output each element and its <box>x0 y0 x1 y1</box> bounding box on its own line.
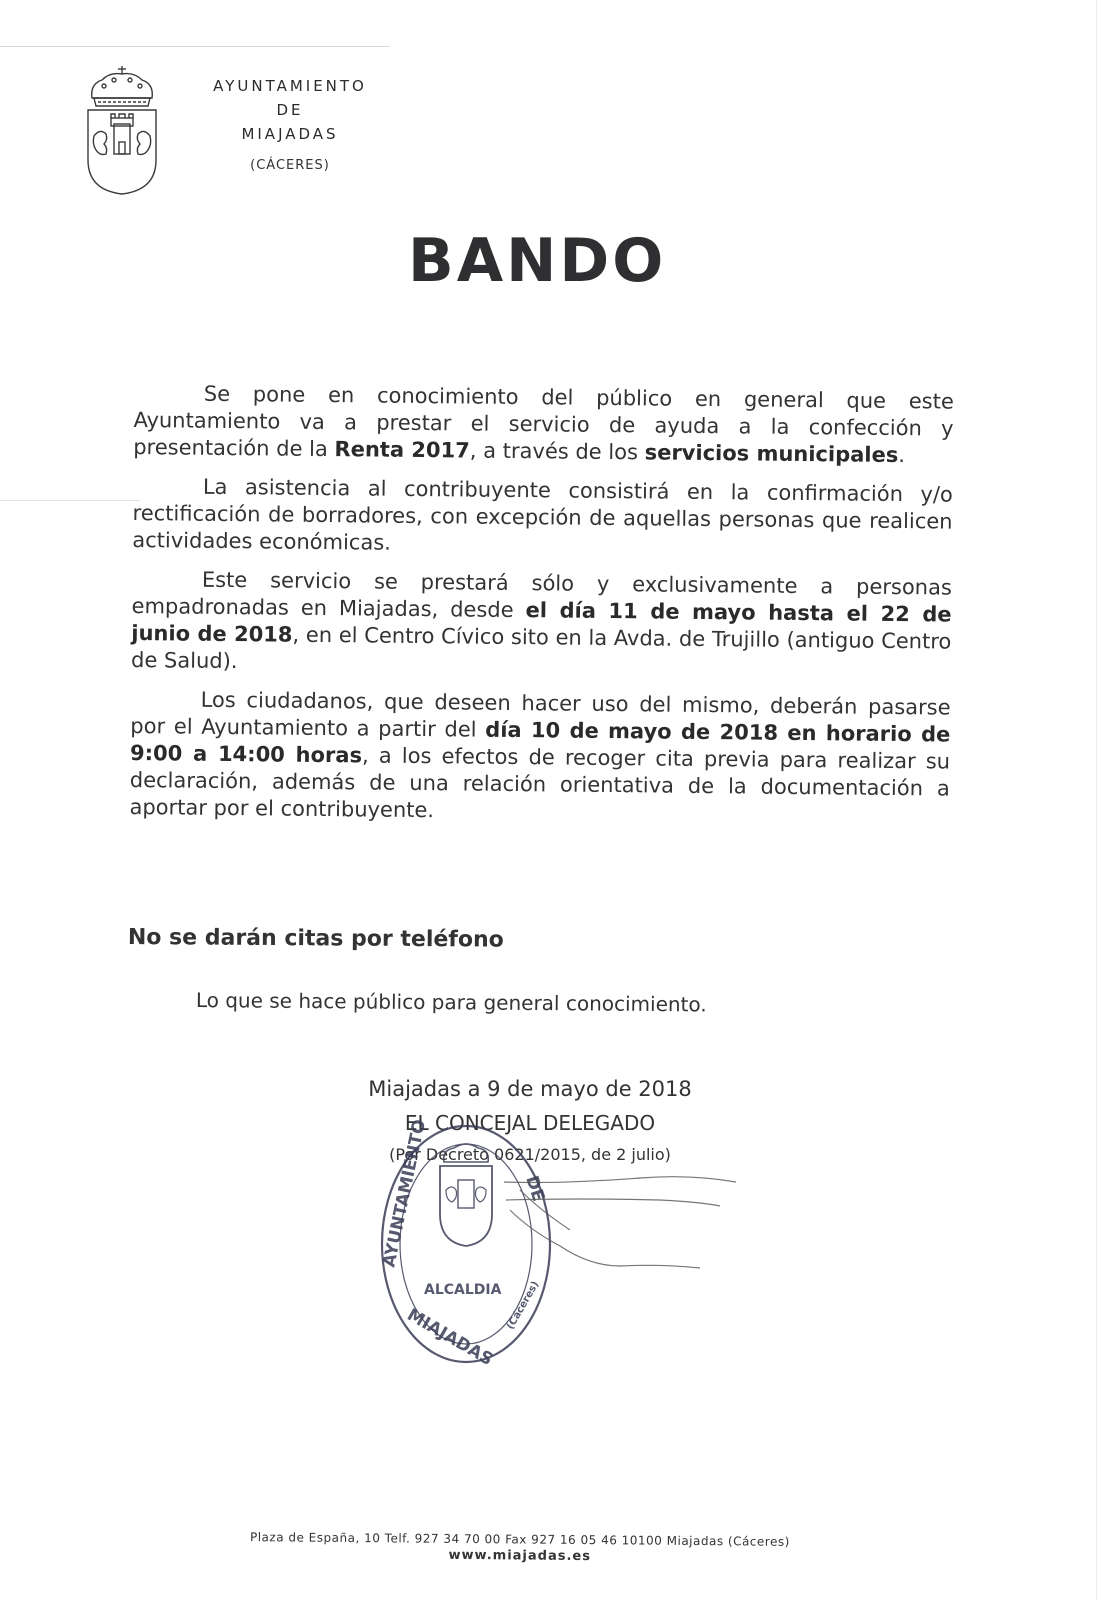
paragraph-1-bold: Renta 2017 <box>334 437 470 463</box>
paragraph-1-bold: servicios municipales <box>644 440 899 468</box>
org-name-line3: MIAJADAS <box>241 125 339 143</box>
paragraph-4-bold: día 10 de mayo de 2018 en horario de 9:00 a 14:00 horas <box>129 717 951 768</box>
footer-address: Plaza de España, 10 Telf. 927 34 70 00 Fax 927 16 05 46 10100 Miajadas (Cáceres) <box>249 1530 790 1549</box>
signature-decree: (Por Decreto 0621/2015, de 2 julio) <box>389 1145 671 1164</box>
closing-text: Lo que se hace público para general conocimiento. <box>195 988 707 1017</box>
paragraph-3-text: Este servicio se prestará sólo y exclusivamente a personas empadronadas en Miajadas, desde <box>131 567 952 623</box>
notice-text: No se darán citas por teléfono <box>127 925 504 953</box>
paragraph-1-text: Se pone en conocimiento del público en general que este Ayuntamiento va a prestar el servicio de ayuda a la confección y presentación de la <box>133 381 954 462</box>
footer <box>240 1530 800 1566</box>
svg-text:AYUNTAMIENTO: AYUNTAMIENTO <box>379 1118 431 1270</box>
paragraph-4-text: Los ciudadanos, que deseen hacer uso del mismo, deberán pasarse por el Ayuntamiento a partir del <box>130 687 951 742</box>
svg-text:MIAJADAS: MIAJADAS <box>403 1305 497 1370</box>
svg-text:ALCALDIA: ALCALDIA <box>424 1282 502 1298</box>
paragraph-1-text: . <box>898 443 906 468</box>
paragraph-2: La asistencia al contribuyente consistirá en la confirmación y/o rectificación de borradores, con excepción de aquellas personas que realicen actividades económicas. <box>132 474 953 555</box>
paragraph-1-text: , a través de los <box>469 438 645 465</box>
paragraph-1 <box>133 380 954 470</box>
body-text <box>129 380 954 842</box>
svg-text:(Cáceres): (Cáceres) <box>505 1279 542 1332</box>
organization-header <box>180 74 400 173</box>
scan-artifact-line <box>0 46 390 47</box>
coat-of-arms-icon <box>84 64 160 198</box>
svg-text:DE: DE <box>521 1173 549 1205</box>
paragraph-4-text: , a los efectos de recoger cita previa para realizar su declaración, además de una relación orientativa de la documentación a aportar por el contribuyente. <box>129 743 951 823</box>
scan-artifact-line <box>0 500 140 501</box>
scan-edge <box>1096 0 1097 1600</box>
paragraph-3 <box>131 566 952 683</box>
org-name-line2: DE <box>276 101 304 119</box>
paragraph-4 <box>129 686 950 830</box>
handwritten-signature <box>500 1170 740 1280</box>
document-title: BANDO <box>408 226 667 296</box>
paragraph-3-bold: el día 11 de mayo hasta el 22 de junio de 2018 <box>131 598 952 647</box>
signature-date: Miajadas a 9 de mayo de 2018 <box>368 1077 692 1101</box>
org-province: (CÁCERES) <box>250 158 330 173</box>
paragraph-3-text: , en el Centro Cívico sito en la Avda. de Trujillo (antiguo Centro de Salud). <box>130 622 952 674</box>
org-name-line1: AYUNTAMIENTO <box>213 77 367 95</box>
footer-website: www.miajadas.es <box>448 1547 592 1565</box>
signature-role: EL CONCEJAL DELEGADO <box>404 1111 656 1135</box>
